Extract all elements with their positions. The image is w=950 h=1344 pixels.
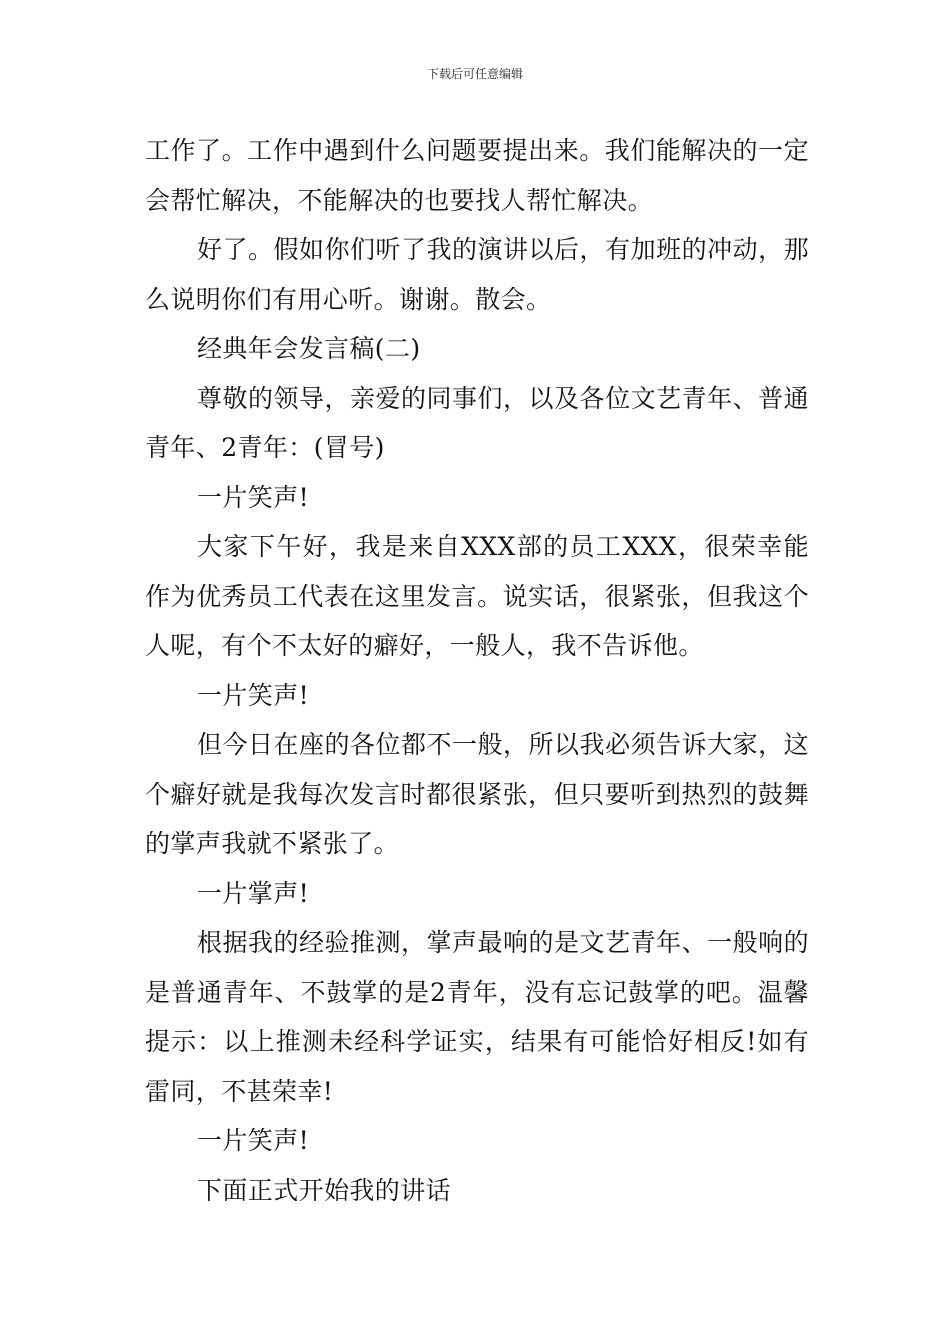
paragraph-5: 一片笑声! — [197, 482, 310, 512]
paragraph-10: 根据我的经验推测，掌声最响的是文艺青年、一般响的是普通青年、不鼓掌的是2青年，没有忘记鼓掌的吧。温馨提示：以上推测未经科学证实，结果有可能恰好相反!如有雷同，不甚荣幸! — [145, 928, 809, 1106]
paragraph-12: 下面正式开始我的讲话 — [197, 1175, 452, 1205]
paragraph-1: 工作了。工作中遇到什么问题要提出来。我们能解决的一定会帮忙解决，不能解决的也要找人帮忙解决。 — [145, 136, 809, 215]
paragraph-4: 尊敬的领导，亲爱的同事们，以及各位文艺青年、普通青年、2青年：(冒号) — [145, 383, 809, 462]
paragraph-11: 一片笑声! — [197, 1126, 310, 1155]
paragraph-7: 一片笑声! — [197, 680, 310, 710]
paragraph-9: 一片掌声! — [197, 878, 310, 908]
paragraph-2: 好了。假如你们听了我的演讲以后，有加班的冲动，那么说明你们有用心听。谢谢。散会。 — [145, 235, 809, 314]
paragraph-6: 大家下午好，我是来自XXX部的员工XXX，很荣幸能作为优秀员工代表在这里发言。说实话，很紧张，但我这个人呢，有个不太好的癖好，一般人，我不告诉他。 — [145, 532, 809, 660]
header-note: 下载后可任意编辑 — [426, 67, 523, 81]
section-title: 经典年会发言稿(二) — [197, 334, 421, 363]
paragraph-8: 但今日在座的各位都不一般，所以我必须告诉大家，这个癖好就是我每次发言时都很紧张，但只要听到热烈的鼓舞的掌声我就不紧张了。 — [145, 730, 809, 858]
document-body — [145, 126, 809, 1215]
